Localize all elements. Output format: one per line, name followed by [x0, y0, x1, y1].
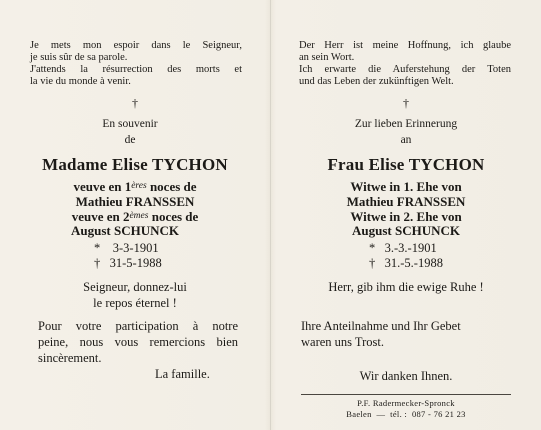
marriage-1-sup: ères	[131, 181, 147, 191]
german-panel	[271, 0, 541, 430]
spouse-2: August SCHUNCK	[71, 223, 179, 238]
cross-symbol: †	[403, 96, 409, 110]
prayer	[0, 279, 270, 311]
verse-line: an sein Wort.	[299, 52, 355, 63]
thanks-line: Ihre Anteilnahme und Ihr Gebet	[301, 319, 461, 333]
marriage-1-post: noces de	[146, 179, 197, 194]
thanks-line: waren uns Trost.	[301, 335, 384, 349]
marriage-2-post: noces de	[148, 209, 199, 224]
marriage-2: Witwe in 2. Ehe von	[350, 209, 462, 224]
signature: La famille.	[155, 367, 210, 381]
french-verse	[30, 40, 242, 88]
marriage-2-pre: veuve en 2	[71, 209, 130, 224]
thanks-line: peine, nous vous remercions bien	[38, 335, 238, 349]
intro-text-2: an	[400, 134, 412, 146]
birth-date: * 3.-3.-1901	[369, 241, 437, 255]
german-verse	[299, 40, 511, 88]
verse-line: J'attends la résurrection des morts et	[30, 64, 242, 75]
divider	[301, 394, 511, 395]
death-date: † 31.-5.-1988	[369, 256, 443, 270]
prayer-line: le repos éternel !	[93, 296, 177, 310]
prayer-line: Seigneur, donnez-lui	[83, 280, 187, 294]
spouse-1: Mathieu FRANSSEN	[346, 194, 466, 209]
thanks-line: sincèrement.	[38, 351, 102, 365]
printer-contact: Baelen — tél. : 087 - 76 21 23	[346, 409, 466, 419]
deceased-name: Frau Elise TYCHON	[327, 155, 485, 174]
intro-text: En souvenir	[102, 118, 158, 130]
thanks-paragraph	[38, 318, 238, 366]
printer-name: P.F. Radermecker-Spronck	[357, 398, 455, 408]
verse-line: Je mets mon espoir dans le Seigneur,	[30, 40, 242, 51]
french-panel	[0, 0, 270, 430]
verse-line: je suis sûr de sa parole.	[30, 52, 128, 63]
spouse-1: Mathieu FRANSSEN	[75, 194, 195, 209]
verse-line: la vie du monde à venir.	[30, 76, 131, 87]
cross-symbol: †	[132, 96, 138, 110]
verse-line: Der Herr ist meine Hoffnung, ich glaube	[299, 40, 511, 51]
verse-line: und das Leben der zukünftigen Welt.	[299, 76, 454, 87]
death-date: † 31-5-1988	[94, 256, 162, 270]
deceased-name: Madame Elise TYCHON	[42, 155, 228, 174]
thanks-line: Pour votre participation à notre	[38, 319, 238, 333]
marriage-1	[0, 179, 270, 195]
birth-date: * 3-3-1901	[94, 241, 159, 255]
signature: Wir danken Ihnen.	[359, 369, 453, 383]
marriage-1-pre: veuve en 1	[73, 179, 132, 194]
verse-line: Ich erwarte die Auferstehung der Toten	[299, 64, 511, 75]
marriage-1: Witwe in 1. Ehe von	[350, 179, 462, 194]
intro-text: Zur lieben Erinnerung	[354, 118, 458, 130]
marriage-2-sup: èmes	[129, 211, 149, 221]
thanks-paragraph	[301, 318, 461, 350]
spouse-2: August SCHUNCK	[352, 223, 460, 238]
prayer: Herr, gib ihm die ewige Ruhe !	[328, 280, 484, 294]
intro-text-2: de	[124, 134, 136, 146]
